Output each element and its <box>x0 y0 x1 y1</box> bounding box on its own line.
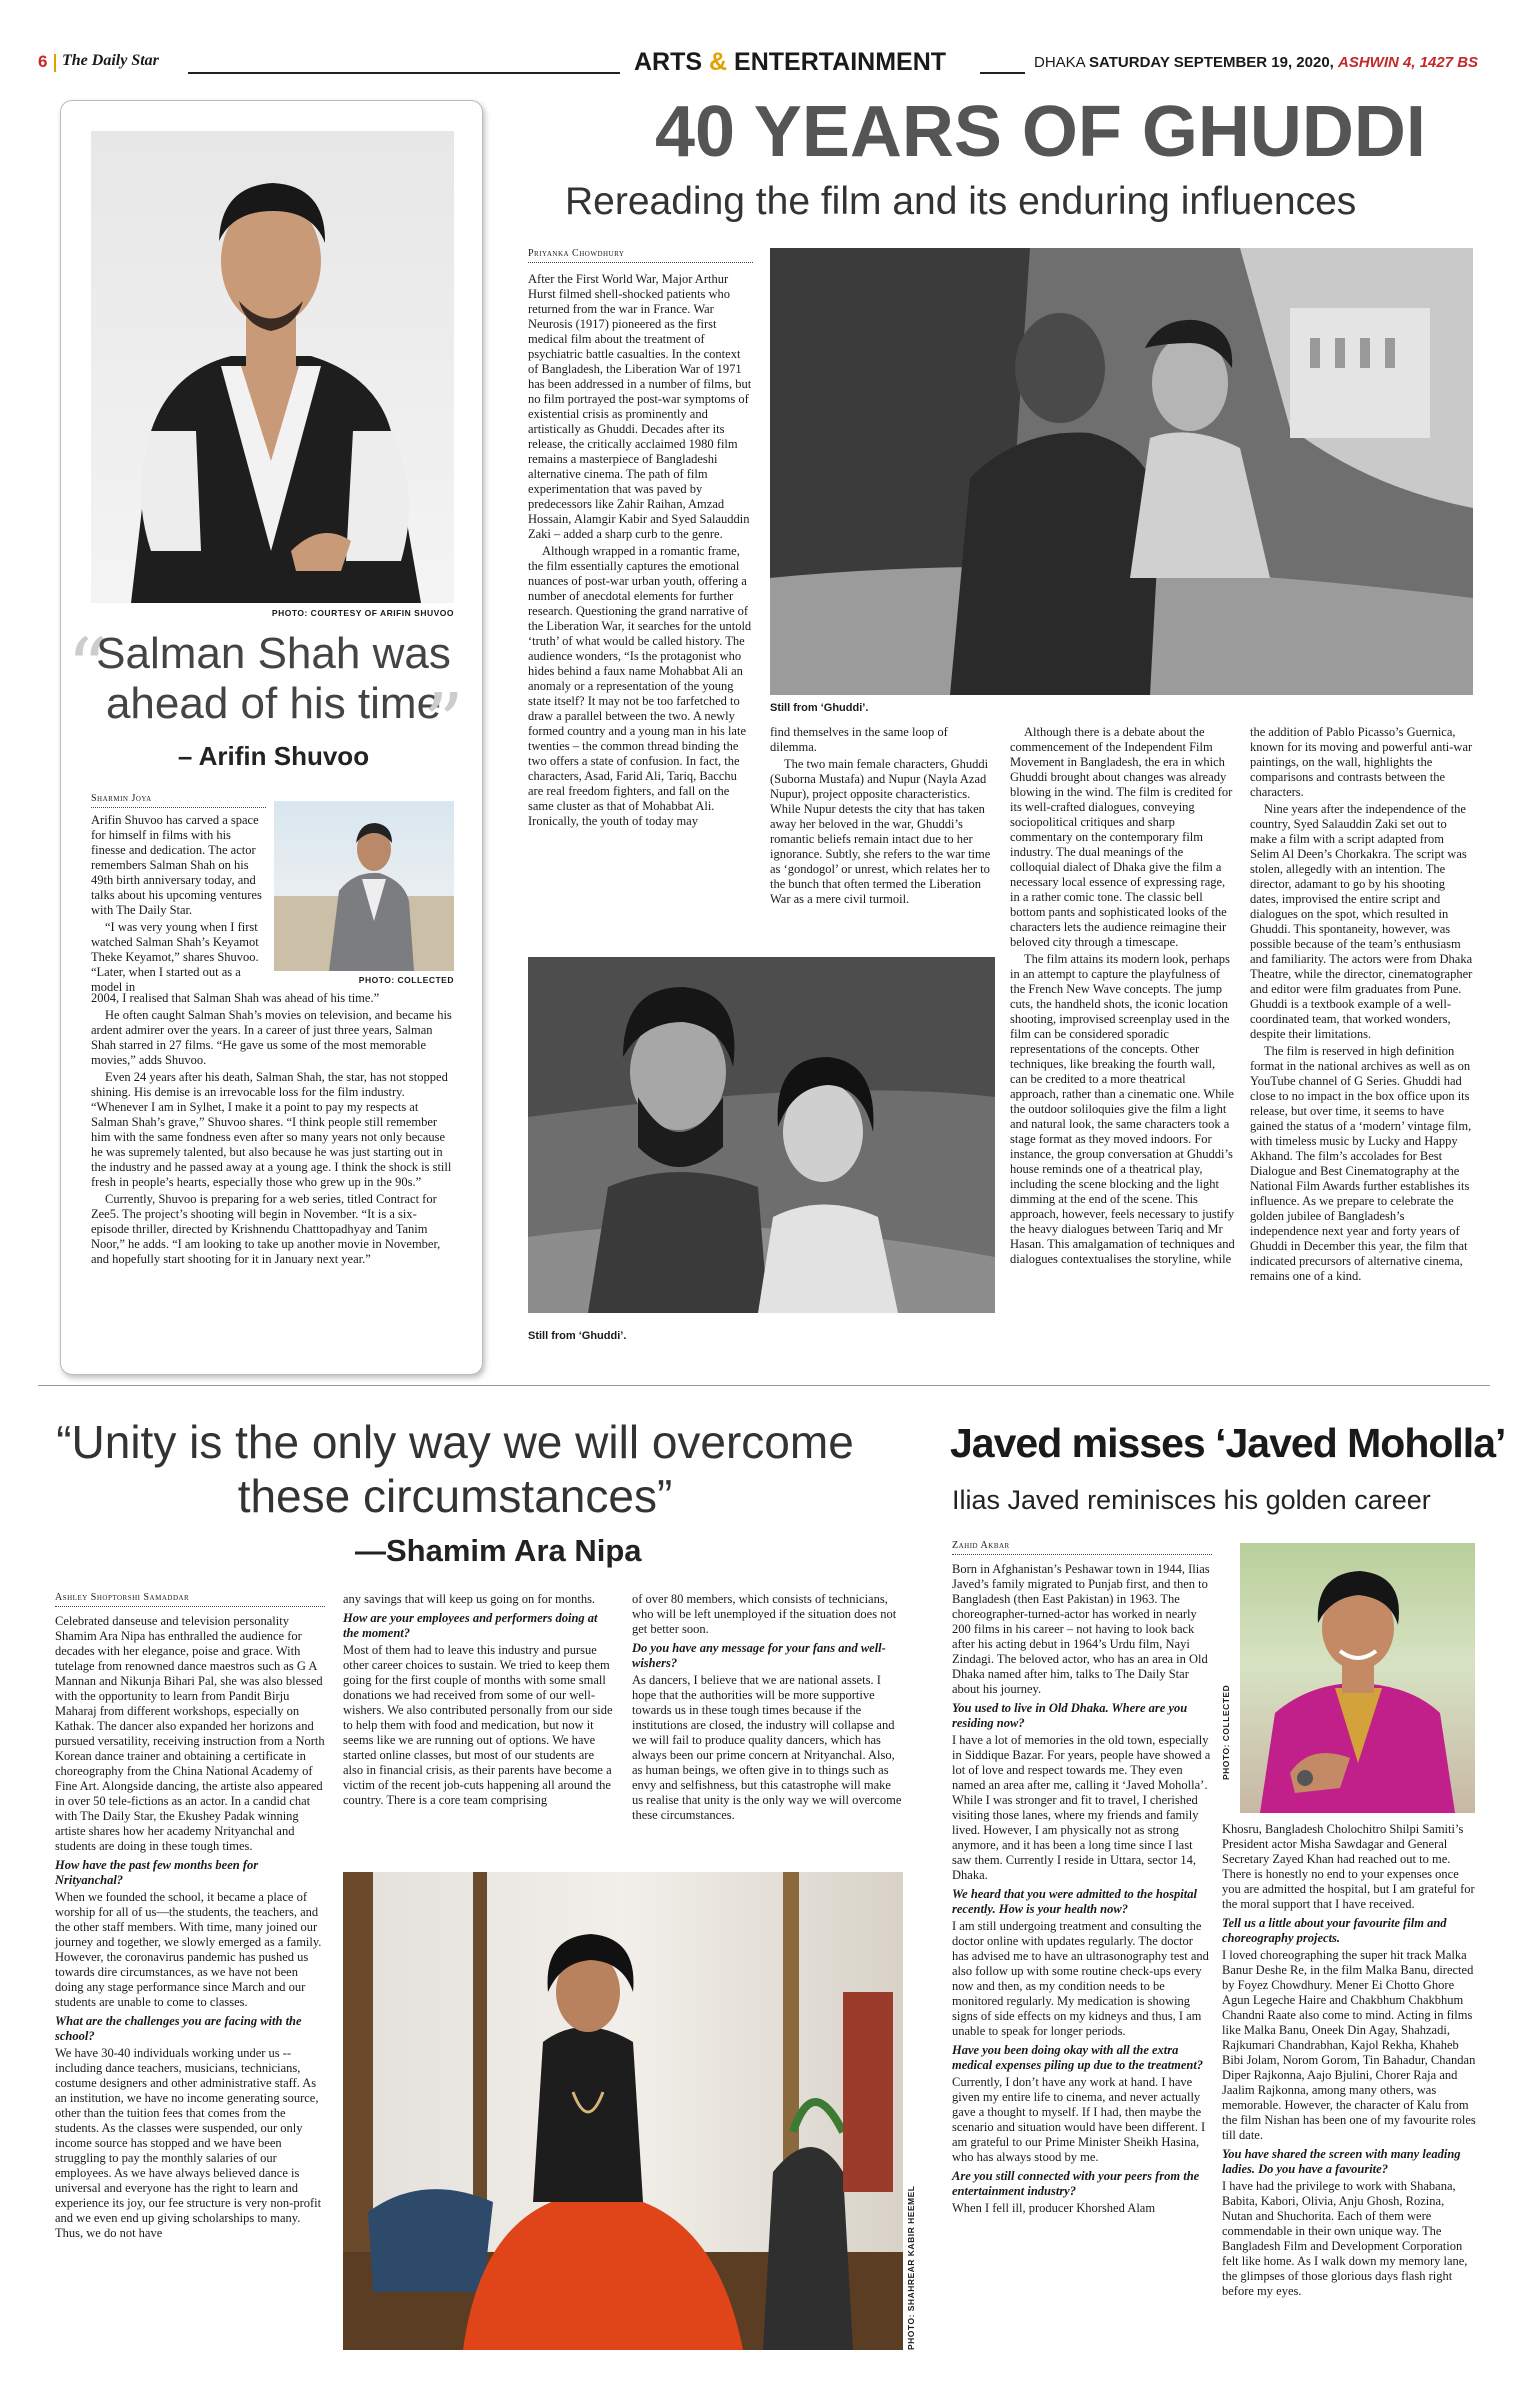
arifin-portrait-photo <box>91 131 454 603</box>
javed-photo-credit-text: PHOTO: COLLECTED <box>1221 1684 1231 1780</box>
section-title <box>634 48 946 77</box>
javed-byline: Zahid Akbar <box>952 1540 1212 1555</box>
nipa-photo-credit-text: PHOTO: SHAHREAR KABIR HEEMEL <box>906 2185 916 2350</box>
javed-para: I have had the privilege to work with Shabana, Babita, Kabori, Olivia, Anju Ghosh, Rozina, Nutan and Shuchorita. Each of them were commendable in their own unique way. The Bangladesh Film and Development Corporation felt like home. As I walk down my memory lane, the glimpses of those glorious days flash right before my eyes. <box>1222 2179 1468 2298</box>
arifin-small-photo <box>274 801 454 971</box>
nipa-question: Do you have any message for your fans and well-wishers? <box>632 1641 886 1670</box>
section-arts: ARTS <box>634 48 703 76</box>
salman-para: Currently, Shuvoo is preparing for a web series, titled Contract for Zee5. The project’s shooting will begin in November. “It is a six-episode thriller, directed by Krishnendu Chatttopadhyay and Tanim Noor,” he adds. “I am looking to take up another movie in November, and hopefully start shooting for it in January next year.” <box>91 1192 441 1266</box>
page-header <box>38 40 1490 82</box>
nipa-quote <box>40 1415 870 1523</box>
ghuddi-deck: Rereading the film and its enduring influences <box>565 180 1357 223</box>
javed-question: Tell us a little about your favourite film and choreography projects. <box>1222 1916 1447 1945</box>
javed-deck: Ilias Javed reminisces his golden career <box>952 1485 1431 1515</box>
salman-body-wide <box>91 991 454 1269</box>
nipa-col1 <box>55 1614 325 2243</box>
ghuddi-para: The film is reserved in high definition format in the national archives as well as on YouTube channel of G Series. Ghuddi had close to no impact in the box office upon its release, but over time, it seems to have gained the status of a ‘modern’ vintage film, with timeless music by Lucky and Happy Akhand. The film’s accolades for Best Dialogue and Best Cinematography at the National Film Awards further establishes its influence. As we prepare to celebrate the golden jubilee of Bangladesh’s independence next year and forty years of Ghuddi in December this year, the film that indicated precursors of alternative cinema, remains one of a kind. <box>1250 1044 1472 1283</box>
javed-para: Khosru, Bangladesh Cholochitro Shilpi Samiti’s President actor Misha Sawdagar and General Secretary Zayed Khan had reached out to me. There is honestly no end to your expenses once you are admitted the hospital, but I am grateful for the moral support that I have received. <box>1222 1822 1475 1911</box>
javed-para: I loved choreographing the super hit track Malka Banur Deshe Re, in the film Malka Banu, directed by Foyez Chowdhury. Mener Ei Chotto Ghore Agun Legeche Haire and Chakbhum Chakbhum Chandni Raate also come to mind. Acting in films like Malka Banu, Oneek Din Agay, Shahzadi, Rajkumari Chandrabhan, Kajol Rekha, Khaheb Bibi Jolam, Norom Gorom, Tin Bahadur, Chandan Diper Rajkonna, Aajo Bjulini, Chorer Raja and Jaalim Rajkonna, among many others, was memorable. However, the character of Kalu from the film Nishan has been one of my favourite roles till date. <box>1222 1948 1476 2142</box>
nipa-photo-illustration <box>343 1872 903 2350</box>
nipa-quote-line1: “Unity is the only way we will overcome <box>56 1416 854 1468</box>
nipa-para: We have 30-40 individuals working under us -- including dance teachers, musicians, technicians, costume designers and other administrative staff. As an institution, we have no income generating source, other than the tuition fees that comes from the students. As the classes were suspended, our only income source has stopped and we have been struggling to pay the monthly salaries of our employees. As we have always believed dance is universal and everyone has the right to learn and experience its joy, our fee structure is very non-profit and we even end up giving scholarships to many. Thus, we do not have <box>55 2046 322 2240</box>
ghuddi-byline: Priyanka Chowdhury <box>528 248 753 263</box>
javed-col1 <box>952 1562 1212 2218</box>
javed-question: You have shared the screen with many leading ladies. Do you have a favourite? <box>1222 2147 1461 2176</box>
nipa-para: When we founded the school, it became a place of worship for all of us—the students, the teachers, and the other staff members. With time, many joined our journey and together, we slowly emerged as a family. However, the coronavirus pandemic has pushed us towards dire circumstances, as we have not been doing any stage performance since March and our students are unable to come to classes. <box>55 1890 322 2009</box>
section-divider <box>38 1385 1490 1386</box>
salman-byline: Sharmin Joya <box>91 793 266 808</box>
salman-body-narrow <box>91 813 266 997</box>
ghuddi-still-1-illustration <box>770 248 1473 695</box>
salman-quote-mark-open: “ <box>67 621 108 714</box>
arifin-portrait-illustration <box>91 131 454 603</box>
ghuddi-para: Although wrapped in a romantic frame, the film essentially captures the emotional nuances of post-war urban youth, offering a number of anecdotal elements for further research. Questioning the grand narrative of the Liberation War, it searches for the untold ‘truth’ of what would be called history. The audience wonders, “Is the protagonist who hides behind a faux name Mohabbat Ali an anomaly or a representation of the young state itself? It may not be too farfetched to draw a parallel between the two. A newly formed country and a young man in his late twenties – the common thread binding the two offers a state of confusion. In fact, the characters, Asad, Farid Ali, Tariq, Bacchu are real freedom fighters, and fall on the same cluster as that of Mohabbat Ali. Ironically, the youth of today may <box>528 544 752 828</box>
javed-para: Born in Afghanistan’s Peshawar town in 1944, Ilias Javed’s family migrated to Punjab first, and then to Bangladesh (then East Pakistan) in 1963. The choreographer-turned-actor has worked in nearly 200 films in his career – not having to look back after his acting debut in 1964’s Urdu film, Nayi Zindagi. The beloved actor, who has an area in Old Dhaka named after him, talks to The Daily Star about his journey. <box>952 1562 1210 1696</box>
ghuddi-para: Nine years after the independence of the country, Syed Salauddin Zaki set out to make a film with a script adapted from Selim Al Deen’s Chorkakra. The script was stolen, allegedly with an intention. The director, adamant to go by his shooting dates, improvised the entire script and dialogues on the spot, which resulted in Ghuddi. This spontaneity, however, was possible because of the team’s enthusiasm and familiarity. The actors were from Dhaka Theatre, while the director, cinematographer and editor were film graduates from Pune. Ghuddi is a textbook example of a well-coordinated team, that worked wonders, despite their limitations. <box>1250 802 1473 1041</box>
nipa-question: How are your employees and performers doing at the moment? <box>343 1611 598 1640</box>
nipa-para: Celebrated danseuse and television personality Shamim Ara Nipa has enthralled the audience for decades with her elegance, poise and grace. With tutelage from renowned dance maestros such as G A Mannan and Nikunja Bihari Pal, she was also blessed with the opportunity to learn from Pandit Birju Maharaj from different workshops, especially on Kathak. The dancer also expanded her horizons and pursued versatility, receiving instruction from a North Korean dance trainer and obtaining a certificate in choreography from the China National Academy of Fine Art. Alongside dancing, the artiste also appeared in over 50 tele-fictions as an actor. In a candid chat with The Daily Star, the Ekushey Padak winning artiste shares how her academy Nrityanchal and students are doing in these tough times. <box>55 1614 325 1853</box>
salman-para: Even 24 years after his death, Salman Shah, the star, has not stopped shining. His demise is an irrevocable loss for the film industry. “Whenever I am in Sylhet, I make it a point to pay my respects at Salman Shah’s grave,” Shuvoo shares. “I think people still remember him with the same fondness even after so many years not only because he was supremely talented, but also because he was just starting out in the industry and he passed away at a young age. I think the shock is still fresh in people’s hearts, especially those who grew up in the 90s.” <box>91 1070 452 1189</box>
paper-name: The Daily Star <box>62 52 159 69</box>
salman-photo-credit: PHOTO: COURTESY OF ARIFIN SHUVOO <box>271 608 454 618</box>
ghuddi-still-2-illustration <box>528 957 995 1313</box>
ghuddi-col2 <box>770 725 995 909</box>
nipa-col3 <box>632 1592 902 1825</box>
dateline <box>1034 54 1478 71</box>
javed-photo <box>1240 1543 1475 1813</box>
ghuddi-col4 <box>1250 725 1475 1286</box>
salman-para: Arifin Shuvoo has carved a space for himself in films with his finesse and dedication. The actor remembers Salman Shah on his 49th birth anniversary today, and talks about his upcoming ventures with The Daily Star. <box>91 813 262 917</box>
dateline-date: SATURDAY SEPTEMBER 19, 2020, <box>1089 54 1334 71</box>
ghuddi-para: The film attains its modern look, perhaps in an attempt to capture the playfulness of the French New Wave concepts. The jump cuts, the handheld shots, the iconic location shooting, improvised screenplay used in the film can be considered sporadic representations of the concepts. Other techniques, like breaking the fourth wall, can be credited to a more theatrical approach, rather than a cinematic one. While the outdoor soliloquies give the film a light and natural look, the same characters took a stage format as they moved indoors. For instance, the group conversation at Ghuddi’s house reminds one of a theatrical play, including the scene blocking and the light dimming at the end of the scene. This approach, however, feels necessary to justify the heavy dialogues between Tariq and Mr Hasan. This amalgamation of techniques and dialogues contextualises the storyline, while <box>1010 952 1235 1266</box>
salman-para: “I was very young when I first watched Salman Shah’s Keyamot Theke Keyamot,” shares Shuvoo. “Later, when I started out as a model in <box>91 920 259 994</box>
javed-headline: Javed misses ‘Javed Moholla’ <box>950 1420 1506 1466</box>
salman-box <box>60 100 483 1375</box>
section-amp: & <box>709 48 728 76</box>
page-divider <box>54 54 56 72</box>
javed-question: Have you been doing okay with all the extra medical expenses piling up due to the treatment? <box>952 2043 1204 2072</box>
dateline-bangla: ASHWIN 4, 1427 BS <box>1338 54 1479 71</box>
javed-col2 <box>1222 1822 1477 2301</box>
nipa-question: How have the past few months been for Nrityanchal? <box>55 1858 259 1887</box>
nipa-quote-line2: these circumstances” <box>237 1470 673 1522</box>
salman-para: 2004, I realised that Salman Shah was ahead of his time.” <box>91 991 380 1005</box>
nipa-byline: Ashley Shoptorshi Samaddar <box>55 1592 325 1607</box>
nipa-photo-credit <box>906 1872 916 2350</box>
ghuddi-para: Although there is a debate about the commencement of the Independent Film Movement in Bangladesh, the era in which Ghuddi brought about changes was already blowing in the wind. The film is credited for its well-crafted dialogues, conveying sociopolitical critiques and sharp commentary on the contemporary film industry. The dual meanings of the colloquial dialect of Dhaka give the film a necessary local essence of expressing rage, in a rather comic tone. The classic bell bottom pants and sophisticated looks of the characters lets the audience reimagine their beloved city through a timescape. <box>1010 725 1233 949</box>
salman-headline-line2: ahead of his time <box>105 679 442 728</box>
ghuddi-headline: 40 YEARS OF GHUDDI <box>655 92 1426 172</box>
ghuddi-still-2 <box>528 957 995 1313</box>
javed-para: Currently, I don’t have any work at hand. I have given my entire life to cinema, and never actually gave a thought to myself. If I had, then maybe the scenario and situation would have been different. I am grateful to our Prime Minister Sheikh Hasina, who has always stood by me. <box>952 2075 1206 2164</box>
javed-para: I am still undergoing treatment and consulting the doctor online with updates regularly. The doctor has advised me to have an ultrasonography test and also follow up with some routine check-ups every now and then, as my condition needs to be monitored regularly. My medication is showing signs of side effects on my kidneys and thus, I am unable to speak for longer periods. <box>952 1919 1209 2038</box>
ghuddi-caption-1: Still from ‘Ghuddi’. <box>770 702 869 714</box>
javed-photo-illustration <box>1240 1543 1475 1813</box>
arifin-small-illustration <box>274 801 454 971</box>
header-rule-left <box>188 72 620 74</box>
nipa-para: any savings that will keep us going on for months. <box>343 1592 596 1606</box>
salman-para: He often caught Salman Shah’s movies on television, and became his ardent admirer over the years. In a career of just three years, Salman Shah starred in 27 films. “He gave us some of the most memorable movies,” adds Shuvoo. <box>91 1008 452 1067</box>
ghuddi-col1 <box>528 272 753 831</box>
salman-headline <box>81 629 466 729</box>
header-rule-right <box>980 72 1025 74</box>
ghuddi-para: the addition of Pablo Picasso’s Guernica, known for its moving and powerful anti-war paintings, on the wall, highlights the comparisons and contrasts between the characters. <box>1250 725 1473 799</box>
ghuddi-col3 <box>1010 725 1235 1269</box>
javed-question: We heard that you were admitted to the hospital recently. How is your health now? <box>952 1887 1197 1916</box>
nipa-para: of over 80 members, which consists of technicians, who will be left unemployed if the situation does not get better soon. <box>632 1592 897 1636</box>
ghuddi-para: After the First World War, Major Arthur Hurst filmed shell-shocked patients who returned from the war in France. War Neurosis (1917) pioneered as the first medical film about the treatment of psychiatric battle casualties. In the context of Bangladesh, the Liberation War of 1971 has been addressed in a number of films, but no film portrayed the post-war symptoms of existential crisis as prominently and artistically as Ghuddi. Decades after its release, the critically acclaimed 1980 film remains a masterpiece of Bangladeshi alternative cinema. The path of film experimentation that was paved by predecessors like Zahir Raihan, Amzad Hossain, Alamgir Kabir and Syed Salauddin Zaki – added a sharp curb to the genre. <box>528 272 752 541</box>
page-number: 6 <box>38 52 48 71</box>
javed-photo-credit <box>1221 1580 1231 1780</box>
nipa-photo <box>343 1872 903 2350</box>
salman-headline-line1: Salman Shah was <box>96 629 451 678</box>
salman-quote-mark-close: ” <box>423 676 464 769</box>
nipa-question: What are the challenges you are facing with the school? <box>55 2014 302 2043</box>
javed-para: When I fell ill, producer Khorshed Alam <box>952 2201 1156 2215</box>
nipa-attribution: —Shamim Ara Nipa <box>355 1533 642 1568</box>
ghuddi-caption-2: Still from ‘Ghuddi’. <box>528 1330 627 1342</box>
ghuddi-para: The two main female characters, Ghuddi (Suborna Mustafa) and Nupur (Nayla Azad Nupur), project opposite characteristics. While Nupur detests the city that has taken away her beloved in the war, Ghuddi’s romantic beliefs remain intact due to her ignorance. Subtly, she refers to the war time as ‘gondogol’ or unrest, which relates her to the bunch that often termed the Liberation War as a mere civil turmoil. <box>770 757 991 906</box>
nipa-col2 <box>343 1592 613 1810</box>
salman-small-credit: PHOTO: COLLECTED <box>358 975 454 985</box>
javed-question: You used to live in Old Dhaka. Where are you residing now? <box>952 1701 1188 1730</box>
javed-para: I have a lot of memories in the old town, especially in Siddique Bazar. For years, people have showed a lot of love and respect towards me. They even named an area after me, calling it ‘Javed Moholla’. While I was stronger and fit to travel, I cherished visiting those lanes, where my friends and family lived. However, I am physically not as strong anymore, and it has been a long time since I last saw them. Currently I reside in Uttara, sector 14, Dhaka. <box>952 1733 1211 1882</box>
ghuddi-para: find themselves in the same loop of dilemma. <box>770 725 948 754</box>
dateline-city: DHAKA <box>1034 54 1085 71</box>
javed-question: Are you still connected with your peers from the entertainment industry? <box>952 2169 1200 2198</box>
nipa-para: Most of them had to leave this industry and pursue other career choices to sustain. We tried to keep them going for the first couple of months with some small donations we had received from some of our well-wishers. We also contributed personally from our side to help them with food and medication, but now it seems like we are running out of options. We have started online classes, but most of our students are also in financial crisis, as their parents have become a victim of the recent job-cuts happening all around the country. There is a core team comprising <box>343 1643 613 1807</box>
section-entertainment: ENTERTAINMENT <box>734 48 947 76</box>
nipa-para: As dancers, I believe that we are national assets. I hope that the authorities will be more supportive towards us in these tough times because if the institutions are closed, the industry will collapse and we will fail to produce quality dancers, which has always been our prime concern at Nrityanchal. Also, as human beings, we often give in to things such as envy and selfishness, but this catastrophe will make us realise that unity is the only way we will overcome these circumstances. <box>632 1673 902 1822</box>
salman-attribution: – Arifin Shuvoo <box>177 741 370 771</box>
ghuddi-still-1 <box>770 248 1473 695</box>
